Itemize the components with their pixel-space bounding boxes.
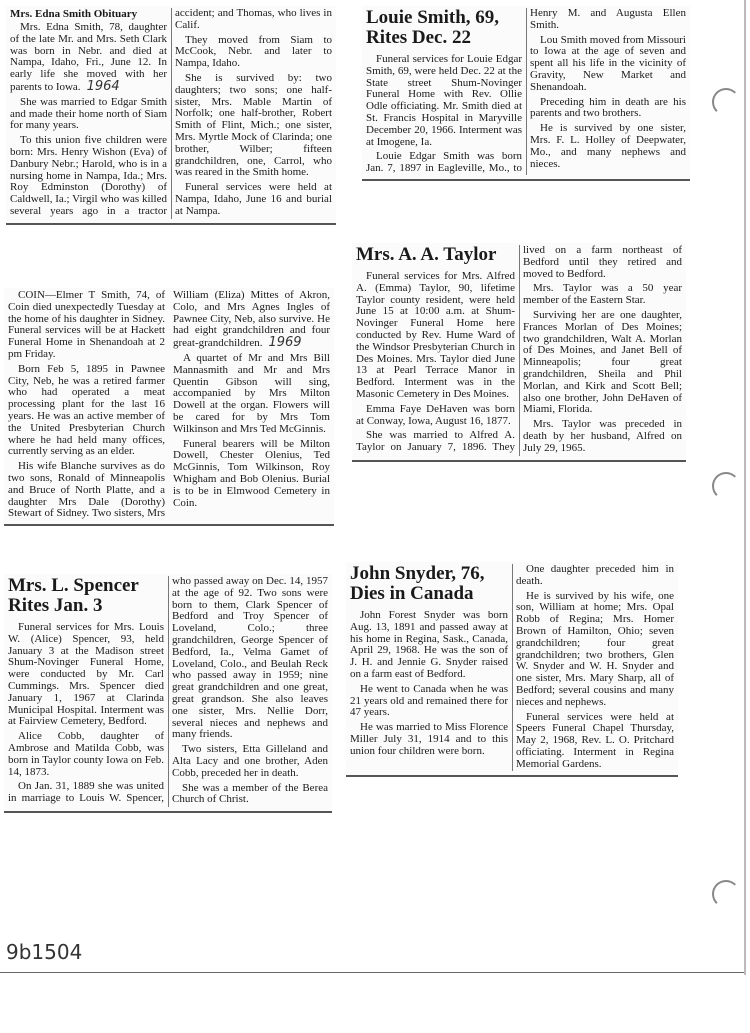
paragraph: They moved from Siam to McCook, Nebr. and later to Nampa, Idaho.	[175, 33, 332, 70]
paragraph: Lou Smith moved from Missouri to Iowa at the age of seven and spent all his life in the vicinity of Gravity, New Market and Shenandoah.	[530, 33, 686, 93]
paragraph: On Jan. 31, 1889 she was united in marriage to Louis W. Spencer, who passed away on Dec. 14, 1957 at the age of 92. Two sons were born to them, Clark Spencer of Bedford and Troy Spencer of Loveland, Colo.; three grandchildren, George Spencer of Bedford, Ia., Velma Gamet of Loveland, Colo., and Beulah Reck who passed away in 1959; nine great grandchildren and one great, great grandson. She also leaves one sister, Mrs. Nellie Dorr, several nieces and nephews and many friends.	[8, 575, 328, 805]
punch-hole-icon	[712, 880, 740, 908]
paragraph: He is survived by his wife, one son, William at home; Mrs. Opal Robb of Regina; Mrs. Homer Brown of Hamilton, Ohio; seven grandchildren; four great grandchildren; two brothers, Glen W. Snyder and W. H. Snyder and one sister, Mrs. Mary Sharp, all of Bedford; several cousins and many nieces and nephews.	[516, 589, 674, 708]
page-bottom-edge	[0, 972, 744, 973]
punch-hole-icon	[712, 88, 740, 116]
paragraph: She is survived by: two daughters; two sons; one half-sister, Mrs. Mable Martin of Norfolk; one half-brother, Robert Smith of Flint, Mich.; one sister, Mrs. Myrtle Mock of Clarinda; one brother, Wilber; fifteen grandchildren, one, Carrol, who was reared in the Smith home.	[175, 71, 332, 179]
paragraph: Funeral services for Mrs. Louis W. (Alice) Spencer, 93, held January 3 at the Madison street Shum-Novinger Funeral Home, were conducted by Mr. Carl Cummings. Mrs. Spencer died January 1, 1967 at Clarinda Municipal Hospital. Interment was at Fairview Cemetery, Bedford.	[8, 621, 164, 728]
paragraph: Emma Faye DeHaven was born at Conway, Iowa, August 16, 1877.	[356, 402, 515, 427]
paragraph: She was married to Edgar Smith and made their home north of Siam for many years.	[10, 95, 167, 132]
paragraph	[10, 22, 167, 94]
paragraph: Surviving her are one daughter, Frances Morlan of Des Moines; two grandchildren, Walt A. Morlan of Des Moines, and Janet Bell of Minneapolis; four great grandchildren, Sheila and Phil Morlan, and Kirk and Scott Bell; also one brother, John DeHaven of Miami, Florida.	[523, 308, 682, 416]
paragraph-text: Mrs. Edna Smith, 78, daughter of the late Mr. and Mrs. Seth Clark was born in Nebr. and died at Nampa, Idaho, Fri., June 12. In early life she moved with her parents to Iowa.	[10, 21, 167, 93]
paragraph: Two sisters, Etta Gilleland and Alta Lacy and one brother, Aden Cobb, preceded her in death.	[172, 743, 328, 779]
paragraph: He is survived by one sister, Mrs. F. L. Holley of Deepwater, Mo., and many nephews and nieces.	[530, 122, 686, 170]
paragraph: Funeral services for Mrs. Alfred A. (Emma) Taylor, 90, lifetime Taylor county resident, were held June 15 at 10:00 a.m. at Shum-Novinger Funeral Home here conducted by Rev. Hume Ward of the Windsor Presbyterian Church in Des Moines. Mrs. Taylor died June 13 at Pearl Terrace Manor in Bedford. Interment was in the Masonic Cemetery in Des Moines.	[356, 270, 515, 400]
paragraph: Mrs. Taylor was a 50 year member of the Eastern Star.	[523, 282, 682, 307]
paragraph: Funeral services for Louie Edgar Smith, 69, were held Dec. 22 at the State street Shum-Novinger Funeral Home with Rev. Ollie Odle officiating. Mr. Smith died at St. Francis Hospital in Maryville December 20, 1966. Interment was at Imogene, Ia.	[366, 53, 522, 148]
headline: Louie Smith, 69, Rites Dec. 22	[366, 7, 500, 48]
clipping-spencer	[4, 574, 332, 813]
paragraph: She was married to Alfred A. Taylor on January 7, 1896. They lived on a farm northeast of Bedford until they retired and moved to Bedford.	[356, 244, 682, 454]
paragraph: One daughter preceded him in death.	[516, 563, 674, 587]
paragraph: Mrs. Taylor was preceded in death by her husband, Alfred on July 29, 1965.	[523, 418, 682, 454]
punch-hole-icon	[712, 472, 740, 500]
clipping-elmer-smith	[4, 288, 334, 526]
clipping-louie-smith	[362, 6, 690, 181]
clipping-edna-smith	[6, 6, 336, 225]
paragraph: A quartet of Mr and Mrs Bill Mannasmith and Mr and Mrs Quentin Gibson will sing, accompanied by Mrs Milton Dowell at the organ. Flowers will be cared for by Mrs Tom Wilkinson and Mrs Ted McGinnis.	[173, 351, 330, 435]
paragraph: COIN—Elmer T Smith, 74, of Coin died unexpectedly Tuesday at the home of his daughter in Sidney. Funeral services will be at Hackett Funeral Home in Shenandoah at 2 pm Friday.	[8, 289, 165, 360]
paragraph: Alice Cobb, daughter of Ambrose and Matilda Cobb, was born in Taylor county Iowa on Feb. 14, 1873.	[8, 730, 164, 778]
paragraph: She was a member of the Berea Church of Christ.	[172, 781, 328, 806]
headline: John Snyder, 76, Dies in Canada	[350, 563, 485, 604]
paragraph: Born Feb 5, 1895 in Pawnee City, Neb, he was a retired farmer who had operated a meat processing plant for the last 16 years. He was an active member of the United Presbyterian Church where he had held many offices, currently serving as an elder.	[8, 362, 165, 458]
paragraph: Louie Edgar Smith was born Jan. 7, 1897 in Eagleville, Mo., to Henry M. and Augusta Ellen Smith.	[366, 7, 686, 175]
headline: Mrs. L. Spencer Rites Jan. 3	[8, 575, 139, 616]
handwritten-year: 1964	[86, 78, 120, 94]
catalog-number: 9b1504	[6, 940, 83, 964]
paragraph: Funeral bearers will be Milton Dowell, Chester Olenius, Ted McGinnis, Tom Wilkinson, Roy Whigham and Bob Olenius. Burial is to be in Elmwood Cemetery in Coin.	[173, 437, 330, 509]
paragraph: Preceding him in death are his parents and two brothers.	[530, 95, 686, 120]
handwritten-year: 1969	[268, 335, 302, 351]
page-edge	[744, 0, 746, 975]
paragraph: He was married to Miss Florence Miller July 31, 1914 and to this union four children were born.	[350, 721, 508, 757]
paragraph: He went to Canada when he was 21 years old and remained there for 47 years.	[350, 682, 508, 719]
clipping-taylor	[352, 243, 686, 462]
headline: Mrs. Edna Smith Obituary	[10, 8, 138, 20]
paragraph: Funeral services were held at Nampa, Idaho, June 16 and burial at Nampa.	[175, 181, 332, 217]
paragraph: John Forest Snyder was born Aug. 13, 1891 and passed away at his home in Regina, Sask., Canada, April 29, 1968. He was the son of J. H. and Jennie G. Snyder raised on a farm east of Bedford.	[350, 609, 508, 680]
headline: Mrs. A. A. Taylor	[356, 244, 497, 265]
clipping-snyder	[346, 562, 678, 777]
paragraph: Funeral services were held at Speers Funeral Chapel Thursday, May 2, 1968, Rev. L. O. Pritchard officiating. Interment in Regina Memorial Gardens.	[516, 710, 674, 770]
paragraph-text: His wife Blanche survives as do two sons, Ronald of Minneapolis and Bruce of North Platte, and a daughter Mrs Dale (Dorothy) Stewart of Sidney. Two sisters, Mrs William (Eliza) Mittes of Akron, Colo, and Mrs Agnes Ingles of Pawnee City, Neb, also survive. He had eight grandchildren and four great-grandchildren.	[8, 289, 330, 520]
paragraph: To this union five children were born: Mrs. Henry Wishon (Eva) of Danbury Nebr.; Harold, who is in a nursing home in Nampa, Ida.; Mrs. Roy Edminston (Dorothy) of Caldwell, Ia.; Virgil who was killed several years ago in a tractor accident; and Thomas, who lives in Calif.	[10, 7, 332, 217]
